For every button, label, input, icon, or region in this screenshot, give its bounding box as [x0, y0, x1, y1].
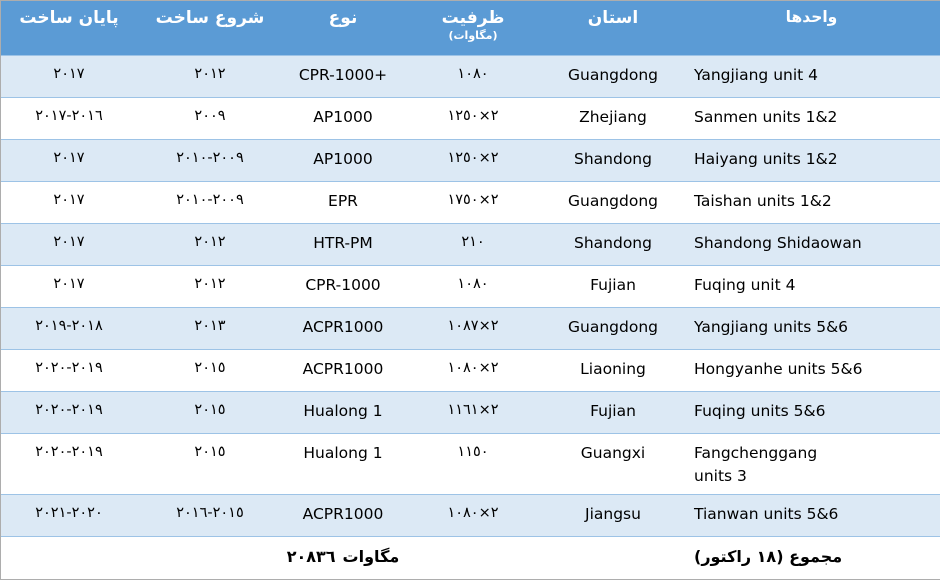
reactors-table — [1, 1, 940, 579]
table-row — [1, 307, 940, 349]
table-row — [1, 494, 940, 536]
units-cell: Shandong Shidaowan — [683, 223, 940, 265]
province-cell: Guangdong — [543, 55, 683, 97]
total-empty-cell — [403, 536, 543, 579]
start-cell: ٢٠١٢ — [137, 265, 283, 307]
start-cell: ٢٠١٥ — [137, 349, 283, 391]
table-row — [1, 97, 940, 139]
province-cell: Shandong — [543, 223, 683, 265]
type-cell: AP1000 — [283, 139, 403, 181]
table-row — [1, 181, 940, 223]
units-cell: Yangjiang unit 4 — [683, 55, 940, 97]
start-cell: ٢٠٠٩-٢٠١٠ — [137, 181, 283, 223]
end-cell: ٢٠٢٠-٢٠٢١ — [1, 494, 137, 536]
start-cell: ٢٠٠٩ — [137, 97, 283, 139]
units-cell: Fuqing unit 4 — [683, 265, 940, 307]
column-header-capacity: ظرفیت (مگاوات) — [403, 1, 543, 55]
total-empty-cell — [543, 536, 683, 579]
end-cell: ٢٠١٧ — [1, 223, 137, 265]
total-capacity-value — [284, 545, 402, 569]
type-cell: Hualong 1 — [283, 391, 403, 433]
units-cell: Haiyang units 1&2 — [683, 139, 940, 181]
capacity-unit-sublabel: (مگاوات) — [448, 28, 498, 42]
total-unit: مگاوات — [342, 546, 400, 566]
column-header-units: واحدها — [683, 1, 940, 55]
end-cell: ٢٠١٦-٢٠١٧ — [1, 97, 137, 139]
units-cell: Taishan units 1&2 — [683, 181, 940, 223]
column-header-start: شروع ساخت — [137, 1, 283, 55]
province-cell: Zhejiang — [543, 97, 683, 139]
type-cell: HTR-PM — [283, 223, 403, 265]
capacity-cell: ٢×١٢٥٠ — [403, 139, 543, 181]
units-cell: Yangjiang units 5&6 — [683, 307, 940, 349]
units-cell: Sanmen units 1&2 — [683, 97, 940, 139]
province-cell: Fujian — [543, 265, 683, 307]
capacity-cell: ١٠٨٠ — [403, 55, 543, 97]
table-row — [1, 391, 940, 433]
table-row — [1, 55, 940, 97]
header-row — [1, 1, 940, 55]
total-empty-cell — [137, 536, 283, 579]
table-row — [1, 265, 940, 307]
start-cell: ٢٠١٥-٢٠١٦ — [137, 494, 283, 536]
column-header-province: استان — [543, 1, 683, 55]
province-cell: Guangxi — [543, 433, 683, 494]
end-cell: ٢٠١٩-٢٠٢٠ — [1, 391, 137, 433]
table-row — [1, 349, 940, 391]
capacity-cell: ٢×١٠٨٠ — [403, 494, 543, 536]
type-cell: ACPR1000 — [283, 349, 403, 391]
column-header-type: نوع — [283, 1, 403, 55]
end-cell: ٢٠١٧ — [1, 139, 137, 181]
table-body — [1, 55, 940, 579]
type-cell: AP1000 — [283, 97, 403, 139]
type-cell: ACPR1000 — [283, 494, 403, 536]
end-cell: ٢٠١٧ — [1, 181, 137, 223]
province-cell: Guangdong — [543, 307, 683, 349]
units-cell: Hongyanhe units 5&6 — [683, 349, 940, 391]
column-header-end: پایان ساخت — [1, 1, 137, 55]
province-cell: Shandong — [543, 139, 683, 181]
units-cell: Tianwan units 5&6 — [683, 494, 940, 536]
type-cell: Hualong 1 — [283, 433, 403, 494]
start-cell: ٢٠١٥ — [137, 433, 283, 494]
units-cell: Fuqing units 5&6 — [683, 391, 940, 433]
type-cell: CPR-1000+ — [283, 55, 403, 97]
total-empty-cell — [1, 536, 137, 579]
table-row — [1, 139, 940, 181]
type-cell: CPR-1000 — [283, 265, 403, 307]
end-cell: ٢٠١٩-٢٠٢٠ — [1, 349, 137, 391]
start-cell: ٢٠١٢ — [137, 55, 283, 97]
capacity-cell: ٢×١٠٨٠ — [403, 349, 543, 391]
start-cell: ٢٠١٢ — [137, 223, 283, 265]
end-cell: ٢٠١٧ — [1, 265, 137, 307]
capacity-cell: ٢×١٠٨٧ — [403, 307, 543, 349]
capacity-cell: ٢×١٢٥٠ — [403, 97, 543, 139]
province-cell: Guangdong — [543, 181, 683, 223]
table-header — [1, 1, 940, 55]
capacity-cell: ٢×١١٦١ — [403, 391, 543, 433]
province-cell: Liaoning — [543, 349, 683, 391]
type-cell: EPR — [283, 181, 403, 223]
capacity-cell: ١١٥٠ — [403, 433, 543, 494]
units-cell: Fangchenggang units 3 — [683, 433, 940, 494]
end-cell: ٢٠١٨-٢٠١٩ — [1, 307, 137, 349]
table-row — [1, 223, 940, 265]
table-row — [1, 433, 940, 494]
total-capacity-cell — [283, 536, 403, 579]
capacity-cell: ٢×١٧٥٠ — [403, 181, 543, 223]
total-amount: ٢٠٨٣٦ — [286, 546, 336, 566]
capacity-cell: ٢١٠ — [403, 223, 543, 265]
start-cell: ٢٠٠٩-٢٠١٠ — [137, 139, 283, 181]
end-cell: ٢٠١٩-٢٠٢٠ — [1, 433, 137, 494]
start-cell: ٢٠١٣ — [137, 307, 283, 349]
total-row — [1, 536, 940, 579]
total-label-cell: مجموع (١٨ راکتور) — [683, 536, 940, 579]
type-cell: ACPR1000 — [283, 307, 403, 349]
start-cell: ٢٠١٥ — [137, 391, 283, 433]
capacity-cell: ١٠٨٠ — [403, 265, 543, 307]
province-cell: Jiangsu — [543, 494, 683, 536]
province-cell: Fujian — [543, 391, 683, 433]
end-cell: ٢٠١٧ — [1, 55, 137, 97]
